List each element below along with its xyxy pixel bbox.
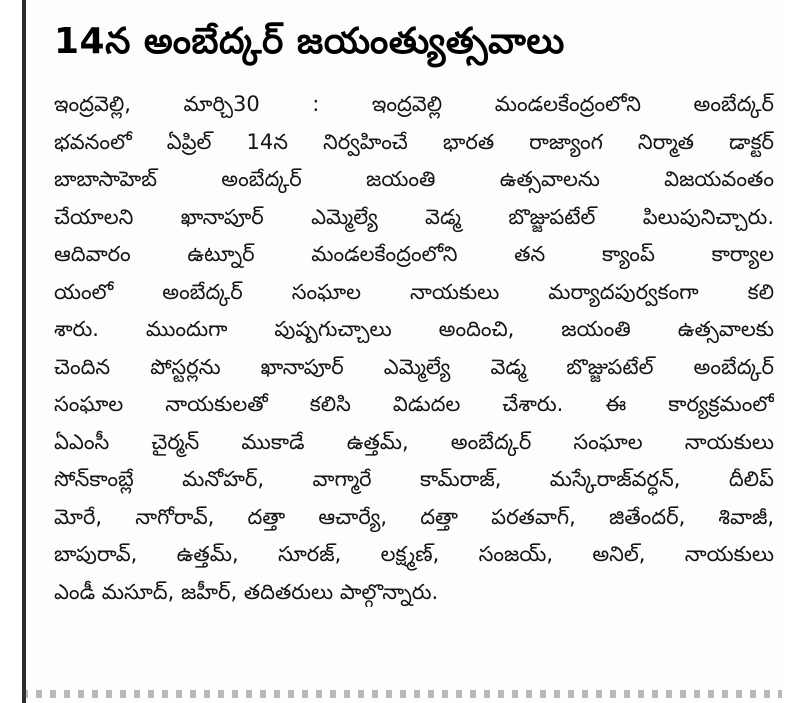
body-line: సోన్‌కాంబ్లే మనోహర్, వాగ్మారే కామ్‌రాజ్, మస్కేరాజ్‌వర్ధన్, దీలిప్ (54, 467, 774, 491)
body-line: మోరే, నాగోరావ్, దత్తా ఆచార్యే, దత్తా పరతవాగ్, జితేందర్, శివాజీ, (54, 504, 774, 529)
body-line: ఇంద్రవెల్లి, మార్చి30 : ఇంద్రవెల్లి మండలకేంద్రంలోని అంబేద్కర్ (54, 92, 774, 116)
body-line: యంలో అంబేద్కర్ సంఘాల నాయకులు మర్యాదపుర్వకంగా కలి (54, 279, 774, 304)
body-line: చేయాలని ఖానాపూర్ ఎమ్మెల్యే వెడ్మ బొజ్జుపటేల్ పిలుపునిచ్చారు. (54, 204, 774, 229)
body-line: బాబాసాహెబ్ అంబేద్కర్ జయంతి ఉత్సవాలను విజయవంతం (54, 167, 774, 191)
column-rule-bottom (22, 690, 782, 698)
headline: 14న అంబేద్కర్ జయంత్యుత్సవాలు (54, 21, 565, 62)
column-rule-left (22, 0, 26, 703)
body-line: చెందిన పోస్టర్లను ఖానాపూర్ ఎమ్మెల్యే వెడ్మ బొజ్జుపటేల్ అంబేద్కర్ (54, 354, 774, 379)
body-line: ఆదివారం ఉట్నూర్ మండలకేంద్రంలోని తన క్యాంప్ కార్యాల (54, 242, 774, 266)
body-line: శారు. ముందుగా పుష్పగుచ్చాలు అందించి, జయంతి ఉత్సవాలకు (54, 317, 774, 341)
body-line: భవనంలో ఏప్రిల్ 14న నిర్వహించే భారత రాజ్యాంగ నిర్మాత డాక్టర్ (54, 129, 774, 154)
article-body (54, 86, 774, 611)
body-line: బాపురావ్, ఉత్తమ్, సూరజ్, లక్ష్మణ్, సంజయ్, అనిల్, నాయకులు (54, 542, 774, 566)
body-line: ఏఎంసీ చైర్మన్ ముకాడే ఉత్తమ్, అంబేద్కర్ సంఘాల నాయకులు (54, 429, 774, 454)
newspaper-clipping (22, 0, 782, 703)
body-line: సంఘాల నాయకులతో కలిసి విడుదల చేశారు. ఈ కార్యక్రమంలో (54, 392, 774, 416)
body-line-last: ఎండీ మసూద్, జహీర్, తదితరులు పాల్గొన్నారు. (54, 579, 439, 604)
